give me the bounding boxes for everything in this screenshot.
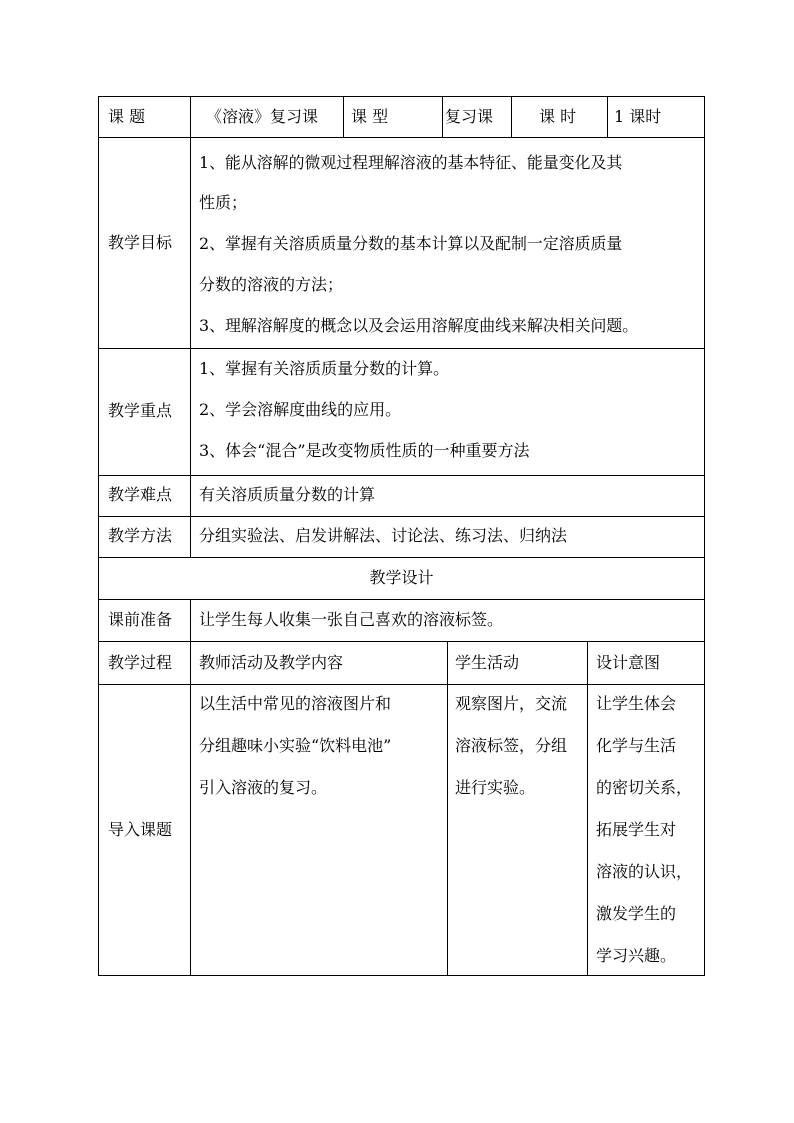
difficulty-label: 教学难点 <box>108 485 173 504</box>
objective-line: 3、理解溶解度的概念以及会运用溶解度曲线来解决相关问题。 <box>199 316 639 335</box>
intent-line: 让学生体会 <box>596 694 677 713</box>
topic-value: 《溶液》复习课 <box>206 107 319 126</box>
teacher-activity-line: 以生活中常见的溶液图片和 <box>199 694 392 713</box>
col-teacher-header: 教师活动及教学内容 <box>199 653 344 672</box>
methods-value: 分组实验法、启发讲解法、讨论法、练习法、归纳法 <box>199 526 568 545</box>
preparation-value: 让学生每人收集一张自己喜欢的溶液标签。 <box>199 610 504 629</box>
type-label: 课 型 <box>351 107 389 126</box>
intent-line: 拓展学生对 <box>596 820 677 839</box>
intent-line: 溶液的认识， <box>596 862 693 881</box>
type-value: 复习课 <box>445 107 494 126</box>
methods-label: 教学方法 <box>108 526 173 545</box>
intent-line: 学习兴趣。 <box>596 946 677 965</box>
col-student-header: 学生活动 <box>455 653 520 672</box>
teacher-activity-line: 分组趣味小实验“饮料电池” <box>199 736 392 755</box>
topic-label: 课 题 <box>108 107 146 126</box>
preparation-label: 课前准备 <box>108 610 173 629</box>
student-activity-line: 溶液标签，分组 <box>455 736 568 755</box>
process-label: 教学过程 <box>108 653 173 672</box>
hours-label: 课 时 <box>539 107 577 126</box>
intent-line: 化学与生活 <box>596 736 677 755</box>
objective-line: 性质； <box>199 193 248 212</box>
teacher-activity-line: 引入溶液的复习。 <box>199 778 328 797</box>
key-point-line: 3、体会“混合”是改变物质性质的一种重要方法 <box>199 441 530 460</box>
intent-line: 的密切关系， <box>596 778 693 797</box>
student-activity-line: 观察图片，交流 <box>455 694 568 713</box>
intent-line: 激发学生的 <box>596 904 677 923</box>
hours-value: 1 课时 <box>614 107 662 126</box>
difficulty-value: 有关溶质质量分数的计算 <box>199 485 376 504</box>
lesson-plan-table <box>98 96 705 976</box>
objective-line: 分数的溶液的方法； <box>199 275 344 294</box>
design-title: 教学设计 <box>369 568 434 587</box>
objectives-label: 教学目标 <box>108 233 173 252</box>
key-point-line: 1、掌握有关溶质质量分数的计算。 <box>199 359 450 378</box>
intro-label: 导入课题 <box>108 820 173 839</box>
objective-line: 1、能从溶解的微观过程理解溶液的基本特征、能量变化及其 <box>199 153 623 172</box>
key-point-line: 2、学会溶解度曲线的应用。 <box>199 400 402 419</box>
col-intent-header: 设计意图 <box>596 653 661 672</box>
key-points-label: 教学重点 <box>108 401 173 420</box>
objective-line: 2、掌握有关溶质质量分数的基本计算以及配制一定溶质质量 <box>199 234 623 253</box>
student-activity-line: 进行实验。 <box>455 778 536 797</box>
